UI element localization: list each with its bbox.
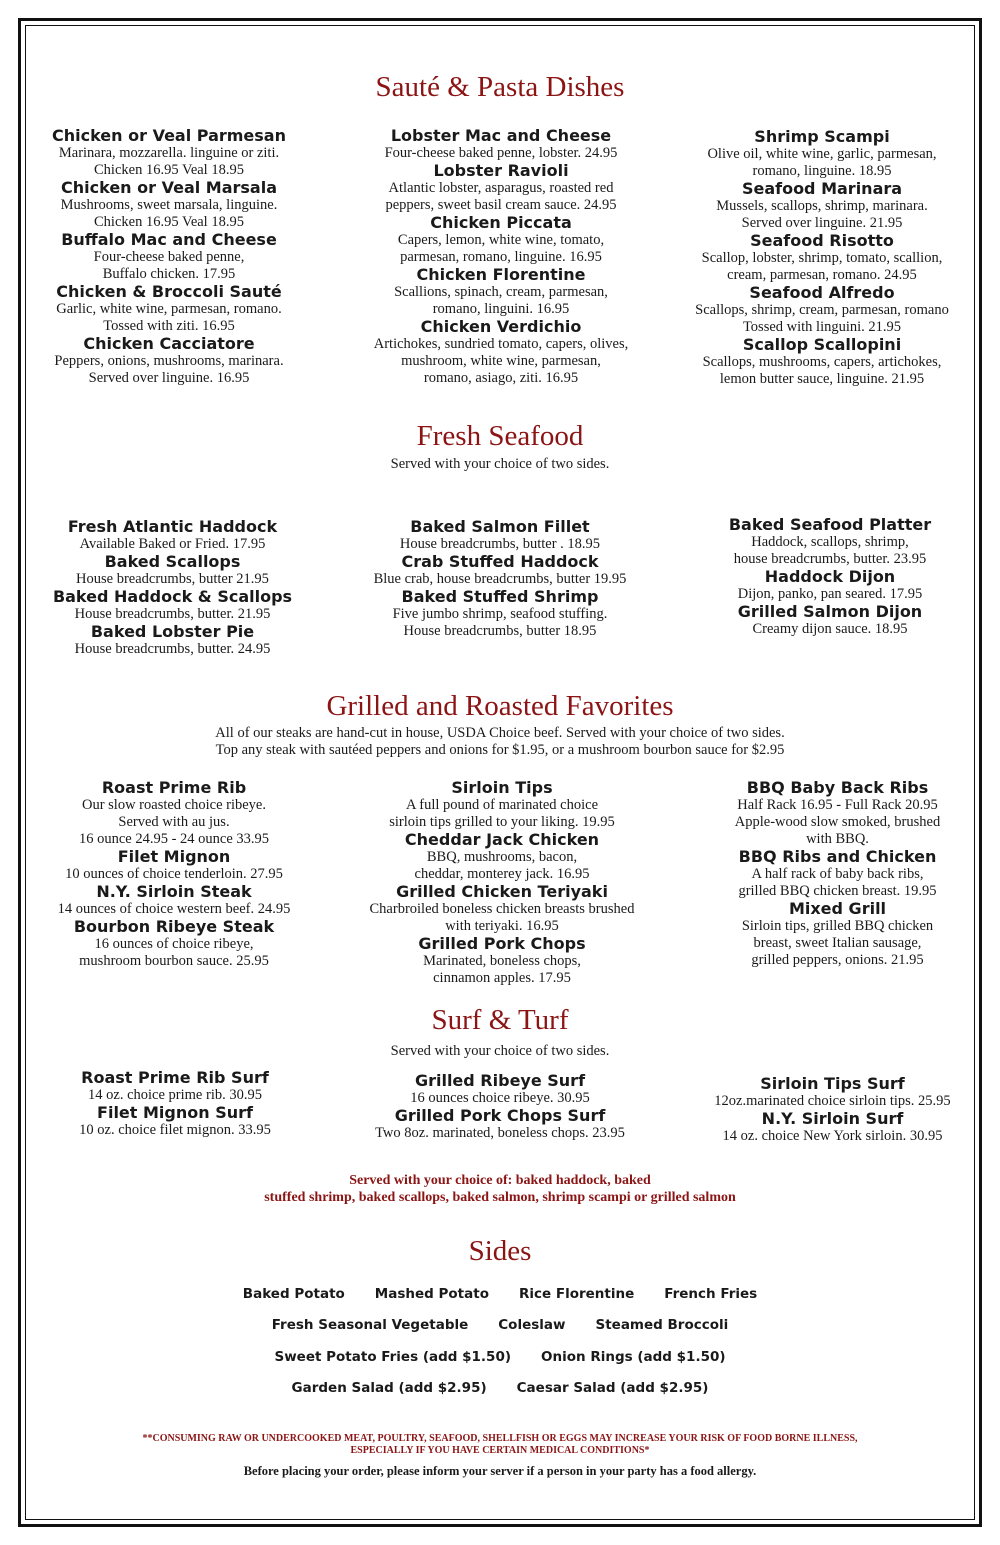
surf-column-2 <box>350 1072 650 1142</box>
menu-item-name: N.Y. Sirloin Steak <box>96 882 252 901</box>
menu-item <box>348 318 654 387</box>
menu-item-name: Chicken or Veal Parmesan <box>51 126 286 145</box>
grilled-subtitle-1: All of our steaks are hand-cut in house, USDA Choice beef. Served with your choice of two sides. <box>215 725 785 741</box>
menu-item <box>35 883 313 918</box>
menu-item-name: Baked Lobster Pie <box>90 622 255 641</box>
menu-item <box>705 848 970 900</box>
menu-item-description: Dijon, panko, pan seared. 17.95 <box>737 586 923 602</box>
menu-item-name: Grilled Salmon Dijon <box>737 602 923 621</box>
menu-item <box>348 266 654 318</box>
grilled-column-1 <box>35 779 313 970</box>
menu-item <box>30 127 308 179</box>
menu-item <box>705 779 970 848</box>
menu-item-name: Bourbon Ribeye Steak <box>73 917 275 936</box>
menu-item-description: Garlic, white wine, parmesan, romano. Tossed with ziti. 16.95 <box>56 301 282 334</box>
menu-item-description: Blue crab, house breadcrumbs, butter 19.95 <box>373 571 627 587</box>
menu-item <box>672 180 972 232</box>
menu-item <box>672 128 972 180</box>
menu-item-name: Seafood Marinara <box>741 179 903 198</box>
menu-item-name: BBQ Baby Back Ribs <box>746 778 929 797</box>
side-item: Baked Potato <box>242 1286 345 1302</box>
menu-item <box>40 553 305 588</box>
menu-item <box>672 232 972 284</box>
menu-item <box>30 179 308 231</box>
menu-item <box>55 1104 295 1139</box>
menu-item-description: Capers, lemon, white wine, tomato, parmesan, romano, linguine. 16.95 <box>397 232 605 265</box>
menu-item-name: Baked Scallops <box>104 552 241 571</box>
menu-item-name: Grilled Pork Chops Surf <box>394 1106 606 1125</box>
menu-item-description: Creamy dijon sauce. 18.95 <box>752 621 908 637</box>
menu-item-name: Chicken Verdichio <box>420 317 582 336</box>
menu-item <box>345 588 655 640</box>
menu-item <box>40 588 305 623</box>
menu-item-description: Haddock, scallops, shrimp, house breadcrumbs, butter. 23.95 <box>733 534 927 567</box>
menu-item <box>350 1072 650 1107</box>
menu-item <box>35 848 313 883</box>
menu-item-name: Lobster Ravioli <box>433 161 569 180</box>
menu-item-name: BBQ Ribs and Chicken <box>738 847 937 866</box>
menu-item <box>345 518 655 553</box>
menu-item <box>352 831 652 883</box>
menu-item <box>705 900 970 969</box>
menu-item-description: A full pound of marinated choice sirloin tips grilled to your liking. 19.95 <box>389 797 615 830</box>
side-item: Fresh Seasonal Vegetable <box>271 1317 469 1333</box>
menu-item-description: BBQ, mushrooms, bacon, cheddar, monterey jack. 16.95 <box>414 849 590 882</box>
saute-section-title: Sauté & Pasta Dishes <box>375 71 625 103</box>
menu-item-description: Marinated, boneless chops, cinnamon apples. 17.95 <box>423 953 581 986</box>
menu-item-name: Baked Seafood Platter <box>728 515 932 534</box>
menu-item-description: 14 ounces of choice western beef. 24.95 <box>57 901 291 917</box>
menu-item <box>350 1107 650 1142</box>
grilled-column-3 <box>705 779 970 969</box>
menu-item <box>690 1110 975 1145</box>
menu-item-description: House breadcrumbs, butter . 18.95 <box>399 536 601 552</box>
food-safety-warning: **CONSUMING RAW OR UNDERCOOKED MEAT, POULTRY, SEAFOOD, SHELLFISH OR EGGS MAY INCREASE YOUR RISK OF FOOD BORNE ILLNESS, ESPECIALLY IF YOU HAVE CERTAIN MEDICAL CONDITIONS* <box>142 1433 858 1456</box>
menu-item-description: Atlantic lobster, asparagus, roasted red peppers, sweet basil cream sauce. 24.95 <box>385 180 617 213</box>
menu-item-name: Chicken & Broccoli Sauté <box>56 282 282 301</box>
menu-item-name: Chicken Piccata <box>430 213 572 232</box>
saute-column-1 <box>30 127 308 387</box>
saute-column-2 <box>348 127 654 387</box>
menu-item-name: Filet Mignon Surf <box>97 1103 253 1122</box>
menu-item <box>40 518 305 553</box>
menu-item-description: 14 oz. choice prime rib. 30.95 <box>88 1087 262 1103</box>
menu-item-name: Scallop Scallopini <box>742 335 902 354</box>
menu-item <box>35 779 313 848</box>
grilled-subtitle-2: Top any steak with sautéed peppers and onions for $1.95, or a mushroom bourbon sauce for $2.95 <box>215 742 785 758</box>
menu-item-name: Filet Mignon <box>117 847 231 866</box>
menu-item-name: Chicken Florentine <box>416 265 586 284</box>
menu-item-name: Sirloin Tips Surf <box>760 1074 905 1093</box>
menu-item-name: Baked Salmon Fillet <box>410 517 590 536</box>
seafood-column-2 <box>345 518 655 640</box>
menu-item-name: N.Y. Sirloin Surf <box>761 1109 904 1128</box>
menu-item <box>690 1075 975 1110</box>
side-item: Sweet Potato Fries (add $1.50) <box>274 1349 512 1365</box>
side-item: French Fries <box>664 1286 758 1302</box>
grilled-section-title: Grilled and Roasted Favorites <box>326 690 674 722</box>
menu-item-name: Crab Stuffed Haddock <box>401 552 599 571</box>
menu-item-name: Roast Prime Rib <box>101 778 247 797</box>
surf-choice-note: Served with your choice of: baked haddock, baked stuffed shrimp, baked scallops, baked salmon, shrimp scampi or grilled salmon <box>264 1173 736 1205</box>
side-item: Garden Salad (add $2.95) <box>291 1380 487 1396</box>
menu-item-name: Baked Stuffed Shrimp <box>401 587 599 606</box>
menu-item <box>352 883 652 935</box>
side-item: Caesar Salad (add $2.95) <box>516 1380 709 1396</box>
menu-item-name: Seafood Risotto <box>750 231 894 250</box>
menu-item-description: Peppers, onions, mushrooms, marinara. Served over linguine. 16.95 <box>54 353 284 386</box>
menu-item-description: Our slow roasted choice ribeye. Served with au jus. 16 ounce 24.95 - 24 ounce 33.95 <box>78 797 270 847</box>
side-item: Coleslaw <box>498 1317 566 1333</box>
sides-row-4 <box>0 1379 1000 1397</box>
sides-section-title: Sides <box>468 1235 532 1267</box>
menu-item-name: Fresh Atlantic Haddock <box>67 517 278 536</box>
menu-item-name: Cheddar Jack Chicken <box>404 830 600 849</box>
surf-section-title: Surf & Turf <box>431 1004 569 1036</box>
menu-item <box>30 283 308 335</box>
seafood-column-1 <box>40 518 305 658</box>
menu-item-description: Olive oil, white wine, garlic, parmesan, romano, linguine. 18.95 <box>707 146 937 179</box>
seafood-subtitle: Served with your choice of two sides. <box>390 456 610 472</box>
side-item: Steamed Broccoli <box>595 1317 729 1333</box>
menu-item-description: 16 ounces of choice ribeye, mushroom bourbon sauce. 25.95 <box>79 936 269 969</box>
seafood-column-3 <box>700 516 960 638</box>
menu-item-name: Grilled Ribeye Surf <box>414 1071 586 1090</box>
menu-item-description: Marinara, mozzarella. linguine or ziti. Chicken 16.95 Veal 18.95 <box>58 145 280 178</box>
menu-item-name: Buffalo Mac and Cheese <box>61 230 277 249</box>
menu-item <box>40 623 305 658</box>
menu-item-name: Seafood Alfredo <box>749 283 895 302</box>
menu-item-name: Grilled Pork Chops <box>418 934 586 953</box>
saute-column-3 <box>672 128 972 388</box>
menu-item <box>700 516 960 568</box>
menu-item-description: Charbroiled boneless chicken breasts brushed with teriyaki. 16.95 <box>369 901 635 934</box>
menu-item-description: Scallions, spinach, cream, parmesan, romano, linguini. 16.95 <box>394 284 608 317</box>
side-item: Mashed Potato <box>374 1286 489 1302</box>
menu-item-description: Two 8oz. marinated, boneless chops. 23.95 <box>375 1125 625 1141</box>
menu-item <box>352 935 652 987</box>
menu-item <box>30 335 308 387</box>
menu-item-description: Mushrooms, sweet marsala, linguine. Chicken 16.95 Veal 18.95 <box>60 197 278 230</box>
side-item: Rice Florentine <box>518 1286 635 1302</box>
menu-item-name: Lobster Mac and Cheese <box>390 126 612 145</box>
menu-item-description: 16 ounces choice ribeye. 30.95 <box>410 1090 590 1106</box>
menu-item-name: Chicken Cacciatore <box>83 334 255 353</box>
sides-row-1 <box>0 1285 1000 1303</box>
menu-item-name: Chicken or Veal Marsala <box>61 178 277 197</box>
menu-item <box>348 162 654 214</box>
menu-item-name: Mixed Grill <box>788 899 887 918</box>
menu-item-description: House breadcrumbs, butter. 21.95 <box>74 606 271 622</box>
menu-item-description: House breadcrumbs, butter 21.95 <box>76 571 269 587</box>
surf-subtitle: Served with your choice of two sides. <box>390 1043 610 1059</box>
menu-item-description: Five jumbo shrimp, seafood stuffing. House breadcrumbs, butter 18.95 <box>392 606 608 639</box>
menu-item-description: 10 ounces of choice tenderloin. 27.95 <box>65 866 283 882</box>
menu-item-name: Roast Prime Rib Surf <box>81 1068 269 1087</box>
menu-item <box>672 284 972 336</box>
surf-column-1 <box>55 1069 295 1139</box>
menu-item-description: Scallops, mushrooms, capers, artichokes, lemon butter sauce, linguine. 21.95 <box>702 354 942 387</box>
menu-item-description: Four-cheese baked penne, lobster. 24.95 <box>384 145 618 161</box>
menu-item <box>55 1069 295 1104</box>
menu-item <box>700 568 960 603</box>
menu-item-description: Half Rack 16.95 - Full Rack 20.95 Apple-wood slow smoked, brushed with BBQ. <box>734 797 941 847</box>
menu-item <box>700 603 960 638</box>
menu-item <box>348 214 654 266</box>
menu-item <box>345 553 655 588</box>
menu-item-name: Sirloin Tips <box>451 778 553 797</box>
surf-column-3 <box>690 1075 975 1145</box>
menu-item-name: Haddock Dijon <box>764 567 896 586</box>
menu-item <box>30 231 308 283</box>
sides-row-2 <box>0 1316 1000 1334</box>
sides-row-3 <box>0 1348 1000 1366</box>
menu-item-description: Available Baked or Fried. 17.95 <box>79 536 266 552</box>
menu-item <box>672 336 972 388</box>
menu-item-description: Mussels, scallops, shrimp, marinara. Served over linguine. 21.95 <box>716 198 928 231</box>
allergy-notice: Before placing your order, please inform your server if a person in your party has a food allergy. <box>243 1464 757 1478</box>
seafood-section-title: Fresh Seafood <box>416 420 584 452</box>
menu-item-description: Artichokes, sundried tomato, capers, olives, mushroom, white wine, parmesan, romano, asiago, ziti. 16.95 <box>373 336 629 386</box>
menu-item-description: 14 oz. choice New York sirloin. 30.95 <box>722 1128 943 1144</box>
menu-item-description: Scallop, lobster, shrimp, tomato, scallion, cream, parmesan, romano. 24.95 <box>701 250 943 283</box>
menu-item-description: 12oz.marinated choice sirloin tips. 25.95 <box>714 1093 951 1109</box>
menu-item-description: Scallops, shrimp, cream, parmesan, romano Tossed with linguini. 21.95 <box>695 302 949 335</box>
menu-item-description: House breadcrumbs, butter. 24.95 <box>74 641 271 657</box>
menu-item-name: Shrimp Scampi <box>754 127 890 146</box>
menu-item-description: 10 oz. choice filet mignon. 33.95 <box>79 1122 271 1138</box>
menu-item-description: Sirloin tips, grilled BBQ chicken breast, sweet Italian sausage, grilled peppers, onions. 21.95 <box>741 918 934 968</box>
menu-item-name: Grilled Chicken Teriyaki <box>396 882 608 901</box>
menu-item-description: A half rack of baby back ribs, grilled BBQ chicken breast. 19.95 <box>738 866 937 899</box>
menu-item <box>348 127 654 162</box>
menu-item-name: Baked Haddock & Scallops <box>52 587 293 606</box>
side-item: Onion Rings (add $1.50) <box>541 1349 726 1365</box>
menu-item-description: Four-cheese baked penne, Buffalo chicken. 17.95 <box>93 249 245 282</box>
grilled-column-2 <box>352 779 652 987</box>
menu-item <box>352 779 652 831</box>
menu-item <box>35 918 313 970</box>
